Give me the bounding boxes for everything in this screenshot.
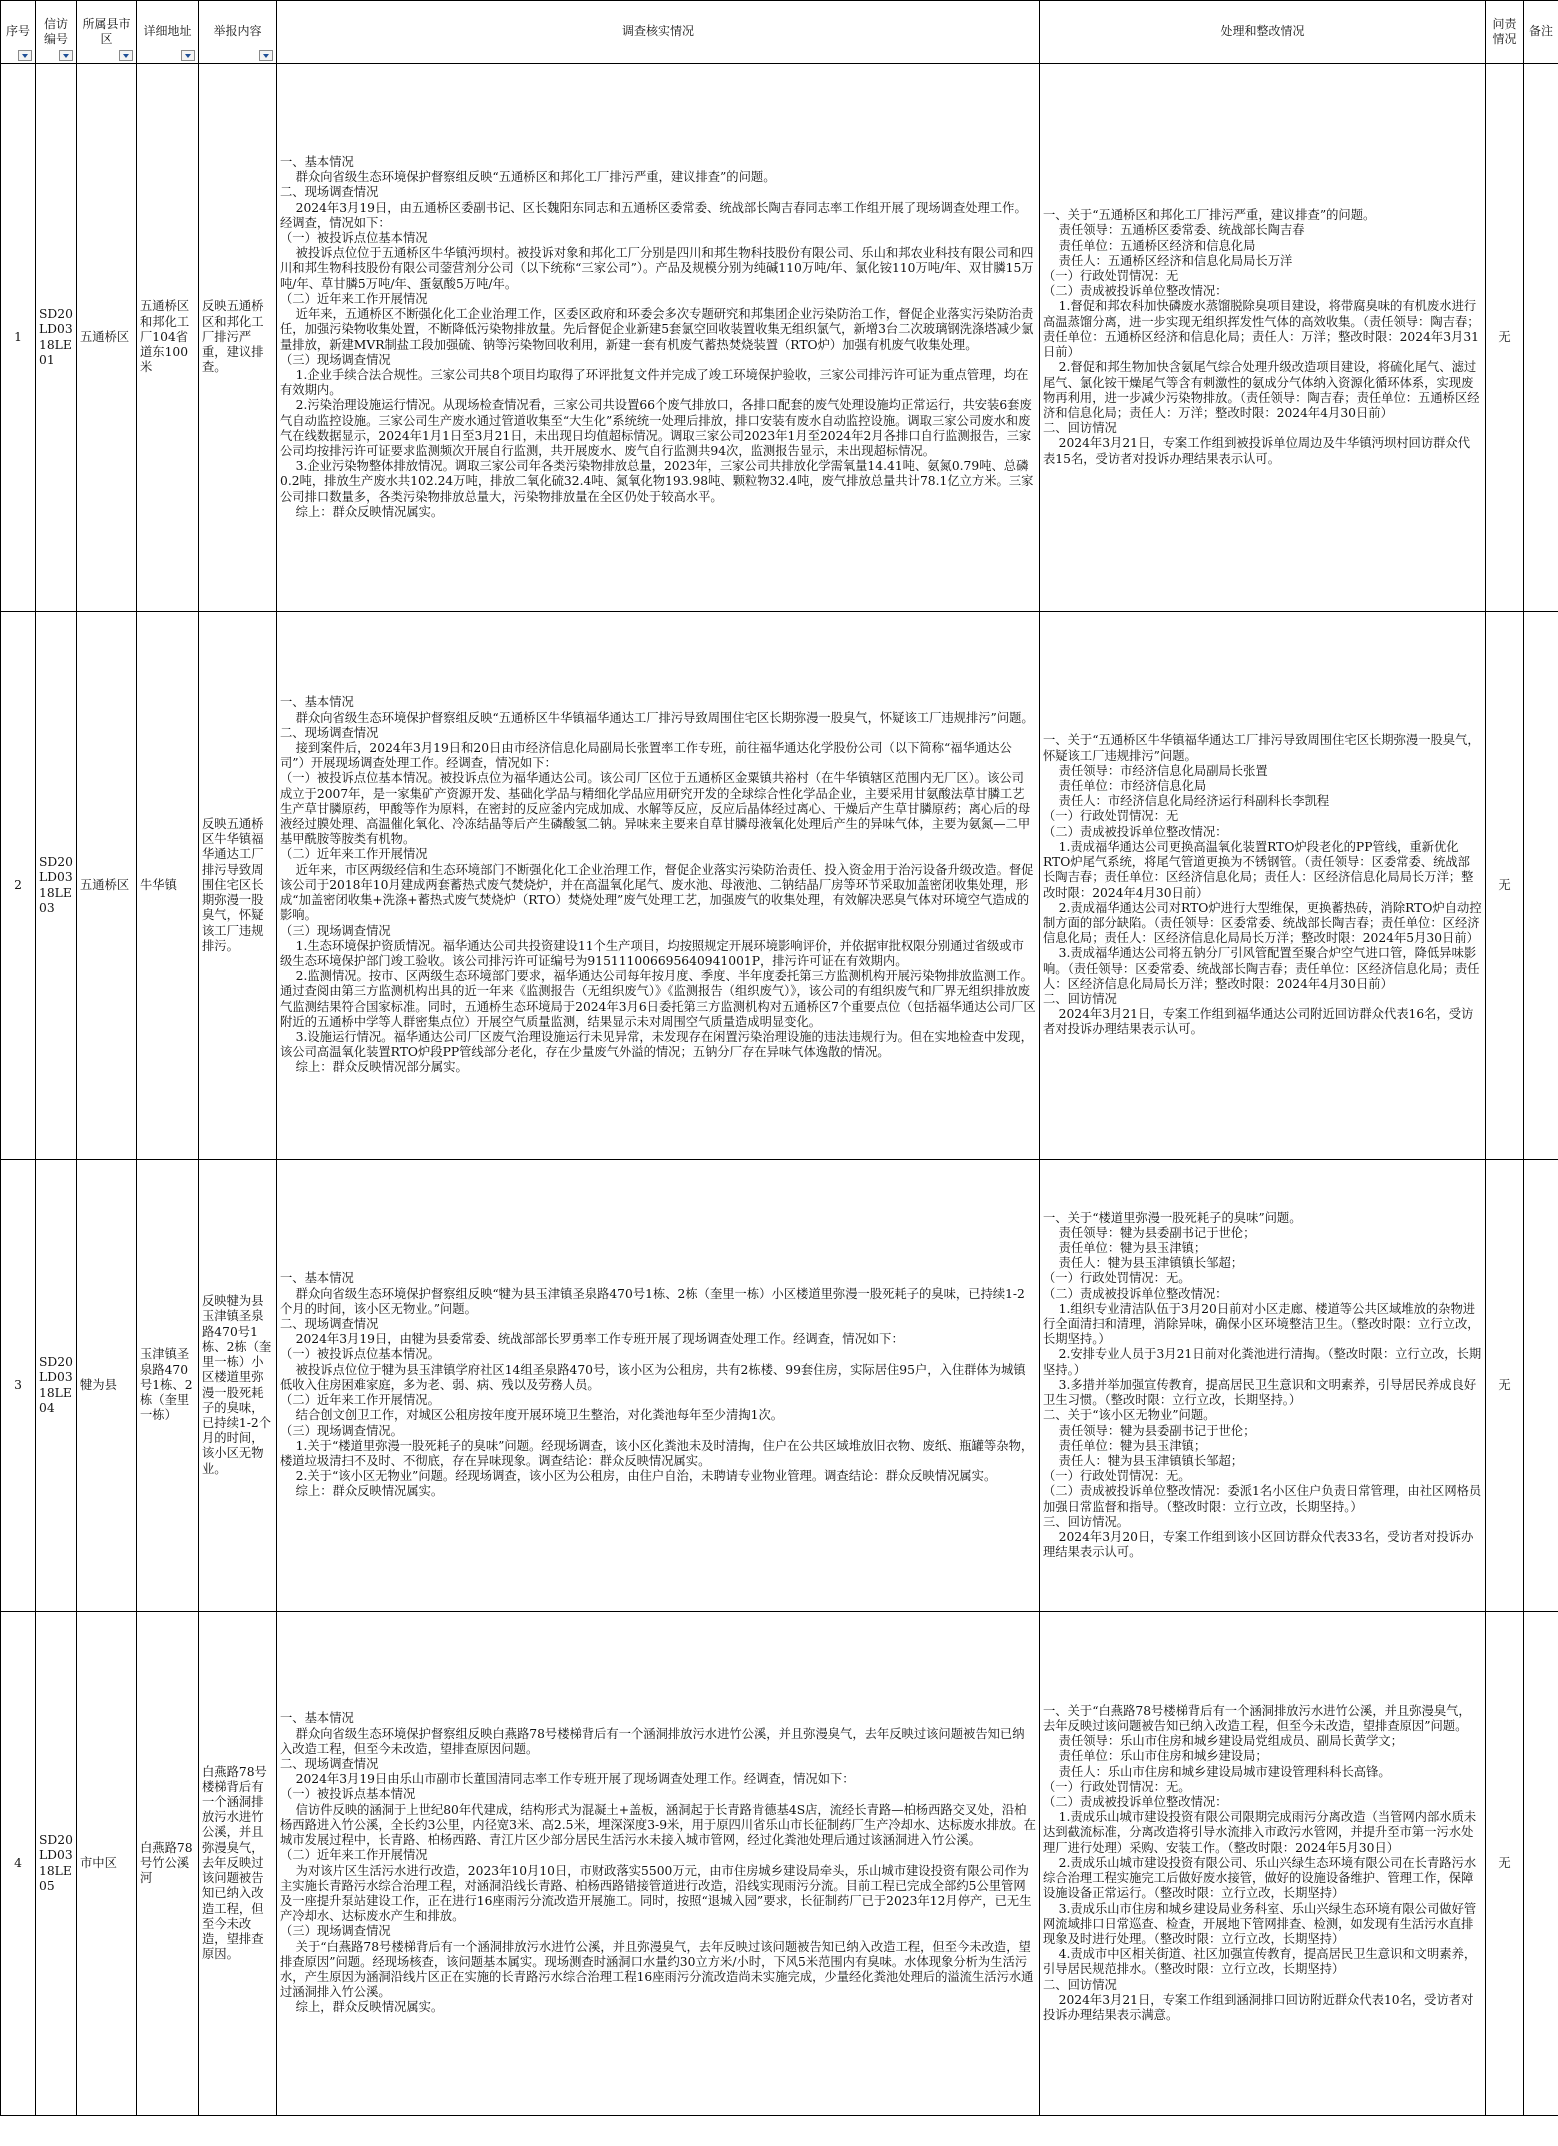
cell-code: SD20LD0318LE01 <box>36 64 77 612</box>
cell-handling: 一、关于“楼道里弥漫一股死耗子的臭味”问题。 责任领导：犍为县委副书记于世伦； 责任单位：犍为县玉津镇； 责任人：犍为县玉津镇镇长邹超； （一）行政处罚情况：无。 （二）责成被投诉单位整改情况： 1.组织专业清洁队伍于3月20日前对小区走廊、楼道等公共区域堆放的杂物进行全面清扫和清理，消除异味，确保小区环境整洁卫生。（整改时限：立行立改，长期坚持。） 2.安排专业人员于3月21日前对化粪池进行清掏。（整改时限：立行立改，长期坚持。） 3.多措并举加强宣传教育，提高居民卫生意识和文明素养，引导居民养成良好卫生习惯。（整改时限：立行立改，长期坚持。） 二、关于“该小区无物业”问题。 责任领导：犍为县委副书记于世伦； 责任单位：犍为县玉津镇； 责任人：犍为县玉津镇镇长邹超； （一）行政处罚情况：无。 （二）责成被投诉单位整改情况：委派1名小区住户负责日常管理，由社区网格员加强日常监督和指导。（整改时限：立行立改，长期坚持。） 三、回访情况。 2024年3月20日，专案工作组到该小区回访群众代表33名，受访者对投诉办理结果表示认可。 <box>1040 1160 1486 1612</box>
filter-dropdown-icon[interactable] <box>59 50 73 61</box>
header-district: 所属县市区 <box>77 1 137 64</box>
cell-code: SD20LD0318LE05 <box>36 1612 77 2116</box>
cell-address: 白燕路78号竹公溪河 <box>137 1612 199 2116</box>
cell-handling: 一、关于“白燕路78号楼梯背后有一个涵洞排放污水进竹公溪，并且弥漫臭气，去年反映过该问题被告知已纳入改造工程，但至今未改造，望排查原因”问题。 责任领导：乐山市住房和城乡建设局党组成员、副局长黄学文； 责任单位：乐山市住房和城乡建设局； 责任人：乐山市住房和城乡建设局城市建设管理科科长高锋。 （一）行政处罚情况：无。 （二）责成被投诉单位整改情况： 1.责成乐山城市建设投资有限公司限期完成雨污分离改造（当管网内部水质未达到截流标准，分离改造将引导水流排入市政污水管网，并提升至市第一污水处理厂进行处理）采购、安装工作。（整改时限：2024年5月30日） 2.责成乐山城市建设投资有限公司、乐山兴绿生态环境有限公司在长青路污水综合治理工程实施完工后做好废水接管，做好的设施设备维护、管理工作，保障设施设备正常运行。（整改时限：立行立改，长期坚持） 3.责成乐山市住房和城乡建设局业务科室、乐山兴绿生态环境有限公司做好管网流域排口日常巡查、检查，开展地下管网排查、检测，如发现有生活污水直排现象及时进行处理。（整改时限：立行立改，长期坚持） 4.责成市中区相关街道、社区加强宣传教育，提高居民卫生意识和文明素养，引导居民规范排水。（整改时限：立行立改，长期坚持） 二、回访情况 2024年3月21日，专案工作组到涵洞排口回访附近群众代表10名，受访者对投诉办理结果表示满意。 <box>1040 1612 1486 2116</box>
cell-content: 反映五通桥区牛华镇福华通达工厂排污导致周围住宅区长期弥漫一股臭气，怀疑该工厂违规排污。 <box>199 612 277 1160</box>
cell-seq: 4 <box>1 1612 36 2116</box>
cell-district: 犍为县 <box>77 1160 137 1612</box>
header-row <box>1 1 1558 64</box>
cell-seq: 2 <box>1 612 36 1160</box>
cell-handling: 一、关于“五通桥区牛华镇福华通达工厂排污导致周围住宅区长期弥漫一股臭气，怀疑该工厂违规排污”问题。 责任领导：市经济信息化局副局长张置 责任单位：市经济信息化局 责任人：市经济信息化局经济运行科副科长李凯程 （一）行政处罚情况：无 （二）责成被投诉单位整改情况： 1.责成福华通达公司更换高温氧化装置RTO炉段老化的PP管线，重新优化RTO炉尾气系统，将尾气管道更换为不锈钢管。（责任领导：区委常委、统战部长陶吉春；责任单位：区经济信息化局；责任人：区经济信息化局局长万洋；整改时限：2024年4月30日前） 2.责成福华通达公司对RTO炉进行大型维保，更换蓄热砖，消除RTO炉自动控制方面的部分缺陷。（责任领导：区委常委、统战部长陶吉春；责任单位：区经济信息化局；责任人：区经济信息化局局长万洋；整改时限：2024年5月30日前） 3.责成福华通达公司将五钠分厂引风管配置至聚合炉空气进口管，降低异味影响。（责任领导：区委常委、统战部长陶吉春；责任单位：区经济信息化局；责任人：区经济信息化局局长万洋；整改时限：2024年4月30日前） 二、回访情况 2024年3月21日，专案工作组到福华通达公司附近回访群众代表16名，受访者对投诉办理结果表示认可。 <box>1040 612 1486 1160</box>
cell-code: SD20LD0318LE03 <box>36 612 77 1160</box>
header-investigation: 调查核实情况 <box>277 1 1040 64</box>
header-handling: 处理和整改情况 <box>1040 1 1486 64</box>
filter-dropdown-icon[interactable] <box>18 50 32 61</box>
table-row <box>1 1160 1558 1612</box>
cell-investigation: 一、基本情况 群众向省级生态环境保护督察组反映白燕路78号楼梯背后有一个涵洞排放污水进竹公溪，并且弥漫臭气，去年反映过该问题被告知已纳入改造工程，但至今未改造，望排查原因问题。 二、现场调查情况 2024年3月19日由乐山市副市长董国清同志率工作专班开展了现场调查处理工作。经调查，情况如下： （一）被投诉点基本情况 信访件反映的涵洞于上世纪80年代建成，结构形式为混凝土+盖板，涵洞起于长青路肯德基4S店，流经长青路—柏杨西路交叉处，沿柏杨西路进入竹公溪，全长约3公里，内径宽3米、高2.5米，埋深深度3-9米，用于原四川省乐山市长征制药厂生产冷却水、达标废水排放。在城市发展过程中，长青路、柏杨西路、青江片区少部分居民生活污水未接入城市管网，经过化粪池处理后通过该涵洞进入竹公溪。 （二）近年来工作开展情况 为对该片区生活污水进行改造，2023年10月10日，市财政落实5500万元，由市住房城乡建设局牵头，乐山城市建设投资有限公司作为主实施长青路污水综合治理工程，对涵洞沿线长青路、柏杨西路错接管道进行改造，沿线实现雨污分流。目前工程已完成全部约5公里管网及一座提升泵站建设工作，正在进行16座雨污分流改造开展施工。同时，按照“退城入园”要求，长征制药厂已于2023年12月停产，已无生产冷却水、达标废水产生和排放。 （三）现场调查情况 关于“白燕路78号楼梯背后有一个涵洞排放污水进竹公溪，并且弥漫臭气，去年反映过该问题被告知已纳入改造工程，但至今未改造，望排查原因”问题。经现场核查，该问题基本属实。现场测查时涵洞口水量约30立方米/小时，下风5米范围内有臭味。水体现象分析为生活污水，产生原因为涵洞沿线片区正在实施的长青路污水综合治理工程16座雨污分流改造尚未实施完成，少量经化粪池处理后的溢流生活污水通过涵洞排入竹公溪。 综上，群众反映情况属实。 <box>277 1612 1040 2116</box>
cell-remark <box>1524 612 1558 1160</box>
cell-address: 五通桥区和邦化工厂104省道东100米 <box>137 64 199 612</box>
cell-accountability: 无 <box>1486 612 1524 1160</box>
cell-content: 反映五通桥区和邦化工厂排污严重，建议排查。 <box>199 64 277 612</box>
cell-remark <box>1524 1612 1558 2116</box>
cell-address: 玉津镇圣泉路470号1栋、2栋（奎里一栋） <box>137 1160 199 1612</box>
header-content: 举报内容 <box>199 1 277 64</box>
cell-seq: 1 <box>1 64 36 612</box>
table-row <box>1 1612 1558 2116</box>
cell-accountability: 无 <box>1486 64 1524 612</box>
filter-dropdown-icon[interactable] <box>181 50 195 61</box>
header-seq: 序号 <box>1 1 36 64</box>
cell-district: 五通桥区 <box>77 64 137 612</box>
cell-remark <box>1524 64 1558 612</box>
cell-district: 市中区 <box>77 1612 137 2116</box>
cell-content: 反映犍为县玉津镇圣泉路470号1栋、2栋（奎里一栋）小区楼道里弥漫一股死耗子的臭味，已持续1-2个月的时间，该小区无物业。 <box>199 1160 277 1612</box>
cell-investigation: 一、基本情况 群众向省级生态环境保护督察组反映“犍为县玉津镇圣泉路470号1栋、2栋（奎里一栋）小区楼道里弥漫一股死耗子的臭味，已持续1-2个月的时间，该小区无物业。”问题。 二、现场调查情况 2024年3月19日，由犍为县委常委、统战部部长罗勇率工作专班开展了现场调查处理工作。经调查，情况如下： （一）被投诉点位基本情况。 被投诉点位位于犍为县玉津镇学府社区14组圣泉路470号，该小区为公租房，共有2栋楼、99套住房，实际居住95户，入住群体为城镇低收入住房困难家庭，多为老、弱、病、残以及劳務人员。 （二）近年来工作开展情况。 结合创文创卫工作，对城区公租房按年度开展环境卫生整治，对化粪池每年至少清掏1次。 （三）现场调查情况。 1.关于“楼道里弥漫一股死耗子的臭味”问题。经现场调查，该小区化粪池未及时清掏，住户在公共区域堆放旧衣物、废纸、瓶罐等杂物，楼道垃圾清扫不及时、不彻底，存在异味现象。调查结论：群众反映情况属实。 2.关于“该小区无物业”问题。经现场调查，该小区为公租房，由住户自治，未聘请专业物业管理。调查结论：群众反映情况属实。 综上：群众反映情况属实。 <box>277 1160 1040 1612</box>
header-remark: 备注 <box>1524 1 1558 64</box>
cell-code: SD20LD0318LE04 <box>36 1160 77 1612</box>
cell-seq: 3 <box>1 1160 36 1612</box>
cell-accountability: 无 <box>1486 1160 1524 1612</box>
cell-investigation: 一、基本情况 群众向省级生态环境保护督察组反映“五通桥区和邦化工厂排污严重，建议排查”的问题。 二、现场调查情况 2024年3月19日，由五通桥区委副书记、区长魏阳东同志和五通桥区委常委、统战部长陶吉春同志率工作组开展了现场调查处理工作。经调查，情况如下： （一）被投诉点位基本情况 被投诉点位位于五通桥区牛华镇沔坝村。被投诉对象和邦化工厂分别是四川和邦生物科技股份有限公司、乐山和邦农业科技有限公司和四川和邦生物科技股份有限公司蓥营剂分公司（以下统称“三家公司”）。产品及规模分别为纯碱110万吨/年、氯化铵110万吨/年、双甘膦15万吨/年、草甘膦5万吨/年、蛋氨酸5万吨/年。 （二）近年来工作开展情况 近年来，五通桥区不断强化化工企业治理工作，区委区政府和环委会多次专题研究和邦集团企业污染防治工作，督促企业落实污染防治责任，加强污染物收集处置，不断降低污染物排放量。先后督促企业新建5套氯空回收装置收集无组织氯气，新增3台二次玻璃钢洗涤塔减少氯量排放，新建MVR制盐工段加强硫、钠等污染物回收利用，新建一套有机废气蓄热焚烧装置（RTO炉）加强有机废气收集处理。 （三）现场调查情况 1.企业手续合法合规性。三家公司共8个项目均取得了环评批复文件并完成了竣工环境保护验收，三家公司排污许可证为重点管理，均在有效期内。 2.污染治理设施运行情况。从现场检查情况看，三家公司共设置66个废气排放口，各排口配套的废气处理设施均正常运行，共安装6套废气自动监控设施。三家公司生产废水通过管道收集至“大生化”系统统一处理后排放，排口安装有废水自动监控设施。调取三家公司废水和废气在线数据显示，2024年1月1日至3月21日，未出现日均值超标情况。调取三家公司2023年1月至2024年2月各排口自行监测报告，三家公司均按排污许可证要求监测频次开展自行监测，共开展废水、废气自行监测共94次，监测报告显示，未出现超标情况。 3.企业污染物整体排放情况。调取三家公司年各类污染物排放总量，2023年，三家公司共排放化学需氧量14.41吨、氨氮0.79吨、总磷0.2吨，排放生产废水共102.24万吨，排放二氧化硫32.4吨、氮氧化物193.98吨、颗粒物32.4吨，废气排放总量共计78.1亿立方米。三家公司排口数量多，各类污染物排放总量大，污染物排放量在全区仍处于较高水平。 综上：群众反映情况属实。 <box>277 64 1040 612</box>
table-row <box>1 612 1558 1160</box>
cell-accountability: 无 <box>1486 1612 1524 2116</box>
table-row <box>1 64 1558 612</box>
cell-content: 白燕路78号楼梯背后有一个涵洞排放污水进竹公溪，并且弥漫臭气，去年反映过该问题被告知已纳入改造工程，但至今未改造，望排查原因。 <box>199 1612 277 2116</box>
cell-handling: 一、关于“五通桥区和邦化工厂排污严重，建议排查”的问题。 责任领导：五通桥区委常委、统战部长陶吉春 责任单位：五通桥区经济和信息化局 责任人：五通桥区经济和信息化局局长万洋 （一）行政处罚情况：无 （二）责成被投诉单位整改情况： 1.督促和邦农科加快磷废水蒸馏脱除臭项目建设，将带腐臭味的有机废水进行高温蒸馏分离，进一步实现无组织挥发性气体的高效收集。（责任领导：陶吉春；责任单位：五通桥区经济和信息化局；责任人：万洋；整改时限：2024年3月31日前） 2.督促和邦生物加快含氨尾气综合处理升级改造项目建设，将硫化尾气、滤过尾气、氯化铵干燥尾气等含有刺激性的氨成分气体纳入资源化循环体系，实现废物再利用，进一步减少污染物排放。（责任领导：陶吉春；责任单位：五通桥区经济和信息化局；责任人：万洋；整改时限：2024年4月30日前） 二、回访情况 2024年3月21日，专案工作组到被投诉单位周边及牛华镇沔坝村回访群众代表15名，受访者对投诉办理结果表示认可。 <box>1040 64 1486 612</box>
header-address: 详细地址 <box>137 1 199 64</box>
cell-address: 牛华镇 <box>137 612 199 1160</box>
cell-remark <box>1524 1160 1558 1612</box>
header-accountability: 问责情况 <box>1486 1 1524 64</box>
filter-dropdown-icon[interactable] <box>259 50 273 61</box>
header-code: 信访编号 <box>36 1 77 64</box>
filter-dropdown-icon[interactable] <box>119 50 133 61</box>
cell-investigation: 一、基本情况 群众向省级生态环境保护督察组反映“五通桥区牛华镇福华通达工厂排污导致周围住宅区长期弥漫一股臭气，怀疑该工厂违规排污”问题。 二、现场调查情况 接到案件后，2024年3月19日和20日由市经济信息化局副局长张置率工作专班，前往福华通达化学股份公司（以下简称“福华通达公司”）开展现场调查处理工作。经调查，情况如下： （一）被投诉点位基本情况。被投诉点位为福华通达公司。该公司厂区位于五通桥区金粟镇共裕村（在牛华镇辖区范围内无厂区）。该公司成立于2007年，是一家集矿产资源开发、基础化学品与精细化学品应用研究开发的全球综合性化学品企业，主要采用甘氨酸法草甘膦工艺生产草甘膦原药，甲酸等作为原料，在密封的反应釜内完成加成、水解等反应，反应后晶体经过离心、干燥后产生草甘膦原药；离心后的母液经过膜处理、高温催化氧化、冷冻结晶等后产生磷酸氢二钠。异味来主要来自草甘膦母液氧化处理后产生的异味气体，主要为氨氮—二甲基甲酰胺等胺类有机物。 （二）近年来工作开展情况 近年来，市区两级经信和生态环境部门不断强化化工企业治理工作，督促企业落实污染防治责任、投入资金用于治污设备升级改造。督促该公司于2018年10月建成两套蓄热式废气焚烧炉，并在高温氧化尾气、废水池、母液池、二钠结晶厂房等环节采取加盖密闭收集处理，形成“加盖密闭收集+洗涤+蓄热式废气焚烧炉（RTO）焚烧处理”废气处理工艺，加强废气的收集处理，有效解决恶臭气体对环境空气造成的影响。 （三）现场调查情况 1.生态环境保护资质情况。福华通达公司共投资建设11个生产项目，均按照规定开展环境影响评价，并依据审批权限分别通过省级或市级生态环境保护部门竣工验收。该公司排污许可证编号为915111006695640941001P，排污许可证在有效期内。 2.监测情况。按市、区两级生态环境部门要求，福华通达公司每年按月度、季度、半年度委托第三方监测机构开展污染物排放监测工作。通过查阅由第三方监测机构出具的近一年来《监测报告（无组织废气）》《监测报告（组织废气）》，该公司的有组织废气和厂界无组织排放废气监测结果符合国家标准。同时，五通桥生态环境局于2024年3月6日委托第三方监测机构对五通桥区7个重要点位（包括福华通达公司厂区附近的五通桥中学等人群密集点位）开展空气质量监测，结果显示未对周围空气质量造成明显变化。 3.设施运行情况。福华通达公司厂区废气治理设施运行未见异常，未发现存在闲置污染治理设施的违法违规行为。但在实地检查中发现，该公司高温氧化装置RTO炉段PP管线部分老化，存在少量废气外溢的情况；五钠分厂存在异味气体逸散的情况。 综上：群众反映情况部分属实。 <box>277 612 1040 1160</box>
cell-district: 五通桥区 <box>77 612 137 1160</box>
